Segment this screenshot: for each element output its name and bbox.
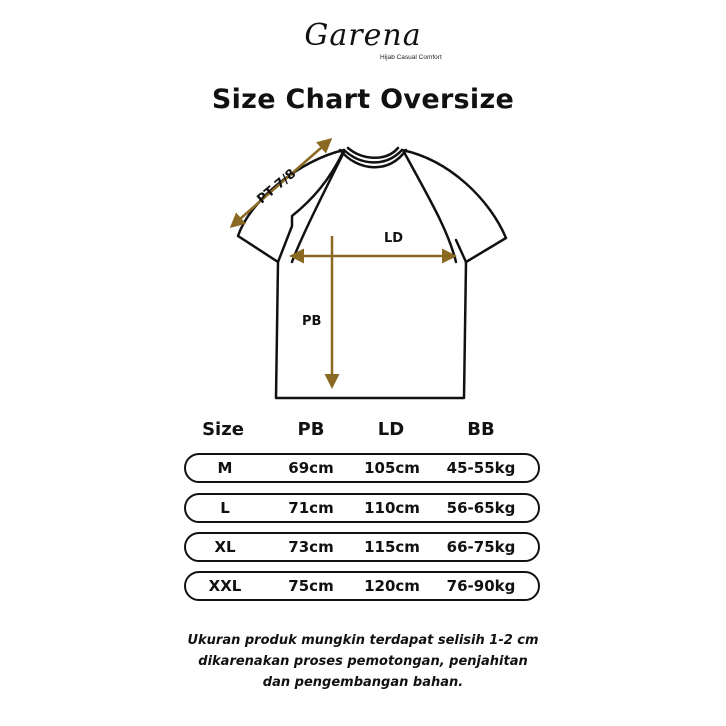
cell-ld: 120cm: [364, 577, 420, 595]
cell-bb: 76-90kg: [446, 577, 516, 595]
table-row: [184, 571, 540, 601]
page-title: Size Chart Oversize: [211, 84, 515, 115]
length-label: PB: [302, 314, 322, 329]
cell-pb: 71cm: [288, 499, 334, 517]
cell-ld: 110cm: [364, 499, 420, 517]
cell-bb: 66-75kg: [446, 538, 516, 556]
sleeve-label: PT 7/8: [254, 166, 300, 208]
disclaimer-note: [0, 630, 726, 693]
brand-tagline: Hijab Casual Comfort: [380, 54, 442, 61]
note-line-1: Ukuran produk mungkin terdapat selisih 1-2 cm: [187, 633, 539, 648]
table-row: [184, 493, 540, 523]
header-pb: PB: [297, 419, 325, 440]
cell-size: L: [220, 499, 230, 517]
header-bb: BB: [467, 419, 495, 440]
header-size: Size: [202, 419, 244, 440]
note-line-3: dan pengembangan bahan.: [262, 675, 464, 690]
cell-pb: 73cm: [288, 538, 334, 556]
cell-size: XL: [214, 538, 236, 556]
cell-bb: 45-55kg: [446, 459, 516, 477]
table-row: [184, 532, 540, 562]
cell-pb: 69cm: [288, 459, 334, 477]
cell-ld: 115cm: [364, 538, 420, 556]
cell-bb: 56-65kg: [446, 499, 516, 517]
cell-size: XXL: [208, 577, 242, 595]
note-line-2: dikarenakan proses pemotongan, penjahitan: [198, 654, 528, 669]
cell-ld: 105cm: [364, 459, 420, 477]
brand-name: Garena: [304, 18, 422, 53]
table-row: [184, 453, 540, 483]
header-ld: LD: [377, 419, 405, 440]
cell-pb: 75cm: [288, 577, 334, 595]
cell-size: M: [217, 459, 233, 477]
chest-label: LD: [384, 231, 404, 246]
